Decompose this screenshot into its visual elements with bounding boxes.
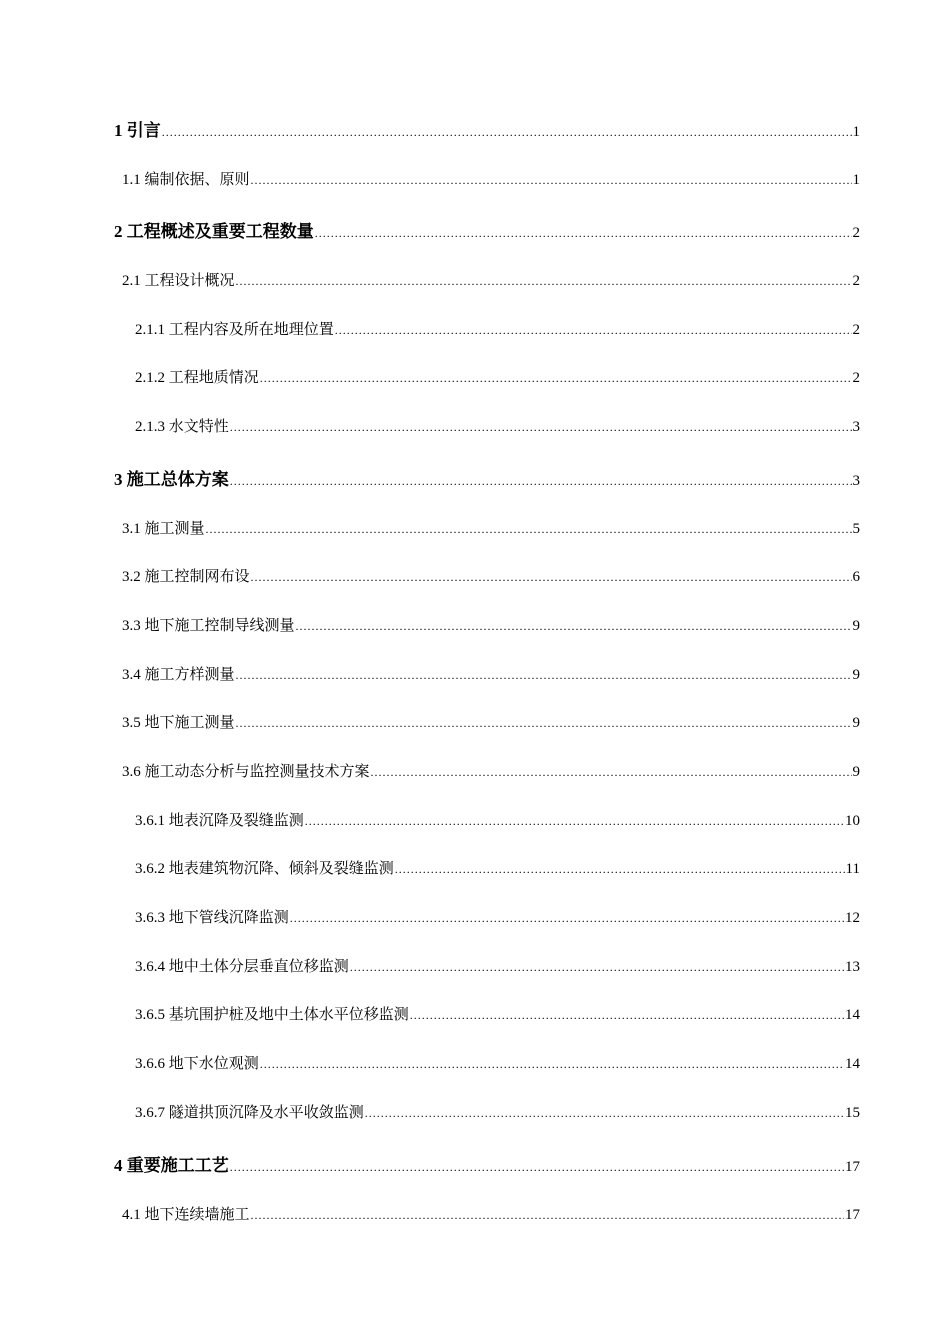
toc-leader-dots bbox=[230, 421, 852, 433]
toc-entry-label: 3.6.3 地下管线沉降监测 bbox=[135, 910, 289, 926]
toc-page-number: 5 bbox=[852, 521, 860, 537]
toc-leader-dots bbox=[410, 1009, 844, 1021]
toc-entry[interactable] bbox=[122, 269, 860, 290]
toc-entry-label: 2.1.2 工程地质情况 bbox=[135, 370, 259, 386]
toc-leader-dots bbox=[162, 126, 852, 138]
toc-leader-dots bbox=[305, 815, 844, 827]
toc-entry[interactable] bbox=[135, 318, 860, 339]
toc-entry-label: 3.6.4 地中土体分层垂直位移监测 bbox=[135, 959, 349, 975]
toc-entry-label: 3.6.6 地下水位观测 bbox=[135, 1056, 259, 1072]
toc-entry[interactable] bbox=[114, 1151, 860, 1176]
toc-entry-label: 3.4 施工方样测量 bbox=[122, 667, 235, 683]
toc-entry-label: 3.3 地下施工控制导线测量 bbox=[122, 618, 295, 634]
toc-leader-dots bbox=[251, 1209, 844, 1221]
toc-entry[interactable] bbox=[122, 565, 860, 586]
toc-entry[interactable] bbox=[122, 517, 860, 538]
toc-leader-dots bbox=[335, 324, 852, 336]
toc-page-number: 1 bbox=[852, 124, 860, 140]
toc-entry[interactable] bbox=[114, 116, 860, 141]
toc-leader-dots bbox=[296, 620, 852, 632]
toc-page-number: 2 bbox=[852, 370, 860, 386]
toc-entry[interactable] bbox=[122, 663, 860, 684]
toc-page-number: 2 bbox=[852, 273, 860, 289]
toc-page-number: 9 bbox=[852, 715, 860, 731]
toc-page-number: 9 bbox=[852, 764, 860, 780]
toc-entry-label: 3.2 施工控制网布设 bbox=[122, 569, 250, 585]
toc-entry-label: 3.5 地下施工测量 bbox=[122, 715, 235, 731]
toc-page-number: 13 bbox=[845, 959, 860, 975]
toc-entry[interactable] bbox=[135, 366, 860, 387]
toc-page-number: 2 bbox=[852, 322, 860, 338]
toc-entry[interactable] bbox=[135, 955, 860, 976]
toc-leader-dots bbox=[350, 961, 844, 973]
toc-leader-dots bbox=[236, 275, 852, 287]
toc-leader-dots bbox=[236, 669, 852, 681]
toc-page-number: 17 bbox=[845, 1207, 860, 1223]
toc-leader-dots bbox=[230, 475, 852, 487]
toc-page-number: 17 bbox=[845, 1159, 860, 1175]
toc-page-number: 15 bbox=[845, 1105, 860, 1121]
toc-leader-dots bbox=[315, 227, 852, 239]
toc-entry[interactable] bbox=[135, 809, 860, 830]
toc-entry[interactable] bbox=[135, 857, 860, 878]
toc-entry[interactable] bbox=[122, 614, 860, 635]
toc-leader-dots bbox=[371, 766, 852, 778]
toc-page-number: 14 bbox=[845, 1007, 860, 1023]
toc-leader-dots bbox=[206, 523, 852, 535]
toc-page-number: 9 bbox=[852, 667, 860, 683]
toc-page-number: 10 bbox=[845, 813, 860, 829]
toc-leader-dots bbox=[260, 1058, 844, 1070]
toc-entry[interactable] bbox=[135, 415, 860, 436]
toc-leader-dots bbox=[290, 912, 844, 924]
toc-page-number: 3 bbox=[852, 473, 860, 489]
toc-entry-label: 3.6.5 基坑围护桩及地中土体水平位移监测 bbox=[135, 1007, 409, 1023]
toc-leader-dots bbox=[395, 863, 845, 875]
toc-page-number: 14 bbox=[845, 1056, 860, 1072]
toc-entry-label: 4.1 地下连续墙施工 bbox=[122, 1207, 250, 1223]
toc-leader-dots bbox=[260, 372, 852, 384]
toc-entry-label: 2 工程概述及重要工程数量 bbox=[114, 222, 314, 241]
toc-entry-label: 3.1 施工测量 bbox=[122, 521, 205, 537]
toc-entry[interactable] bbox=[114, 465, 860, 490]
toc-page-number: 3 bbox=[852, 419, 860, 435]
toc-leader-dots bbox=[365, 1107, 844, 1119]
toc-entry-label: 1.1 编制依据、原则 bbox=[122, 172, 250, 188]
toc-entry-label: 3.6 施工动态分析与监控测量技术方案 bbox=[122, 764, 370, 780]
toc-entry-label: 3 施工总体方案 bbox=[114, 470, 229, 489]
toc-entry-label: 1 引言 bbox=[114, 121, 161, 140]
toc-entry[interactable] bbox=[114, 217, 860, 242]
toc-entry[interactable] bbox=[122, 1203, 860, 1224]
toc-entry[interactable] bbox=[135, 1052, 860, 1073]
toc-page-number: 11 bbox=[845, 861, 860, 877]
toc-leader-dots bbox=[251, 174, 852, 186]
toc-entry[interactable] bbox=[122, 168, 860, 189]
toc-page-number: 6 bbox=[852, 569, 860, 585]
toc-entry[interactable] bbox=[122, 760, 860, 781]
toc-entry-label: 3.6.2 地表建筑物沉降、倾斜及裂缝监测 bbox=[135, 861, 394, 877]
toc-leader-dots bbox=[251, 571, 852, 583]
toc-page-number: 9 bbox=[852, 618, 860, 634]
toc-entry-label: 4 重要施工工艺 bbox=[114, 1156, 229, 1175]
toc-page-number: 12 bbox=[845, 910, 860, 926]
toc-page-number: 2 bbox=[852, 225, 860, 241]
toc-entry-label: 2.1.1 工程内容及所在地理位置 bbox=[135, 322, 334, 338]
toc-entry-label: 3.6.1 地表沉降及裂缝监测 bbox=[135, 813, 304, 829]
toc-entry[interactable] bbox=[135, 1003, 860, 1024]
toc-leader-dots bbox=[236, 717, 852, 729]
toc-leader-dots bbox=[230, 1161, 844, 1173]
toc-entry[interactable] bbox=[135, 1101, 860, 1122]
toc-entry[interactable] bbox=[135, 906, 860, 927]
toc-entry-label: 2.1 工程设计概况 bbox=[122, 273, 235, 289]
toc-entry-label: 2.1.3 水文特性 bbox=[135, 419, 229, 435]
toc-entry[interactable] bbox=[122, 711, 860, 732]
toc-entry-label: 3.6.7 隧道拱顶沉降及水平收敛监测 bbox=[135, 1105, 364, 1121]
toc-page-number: 1 bbox=[852, 172, 860, 188]
